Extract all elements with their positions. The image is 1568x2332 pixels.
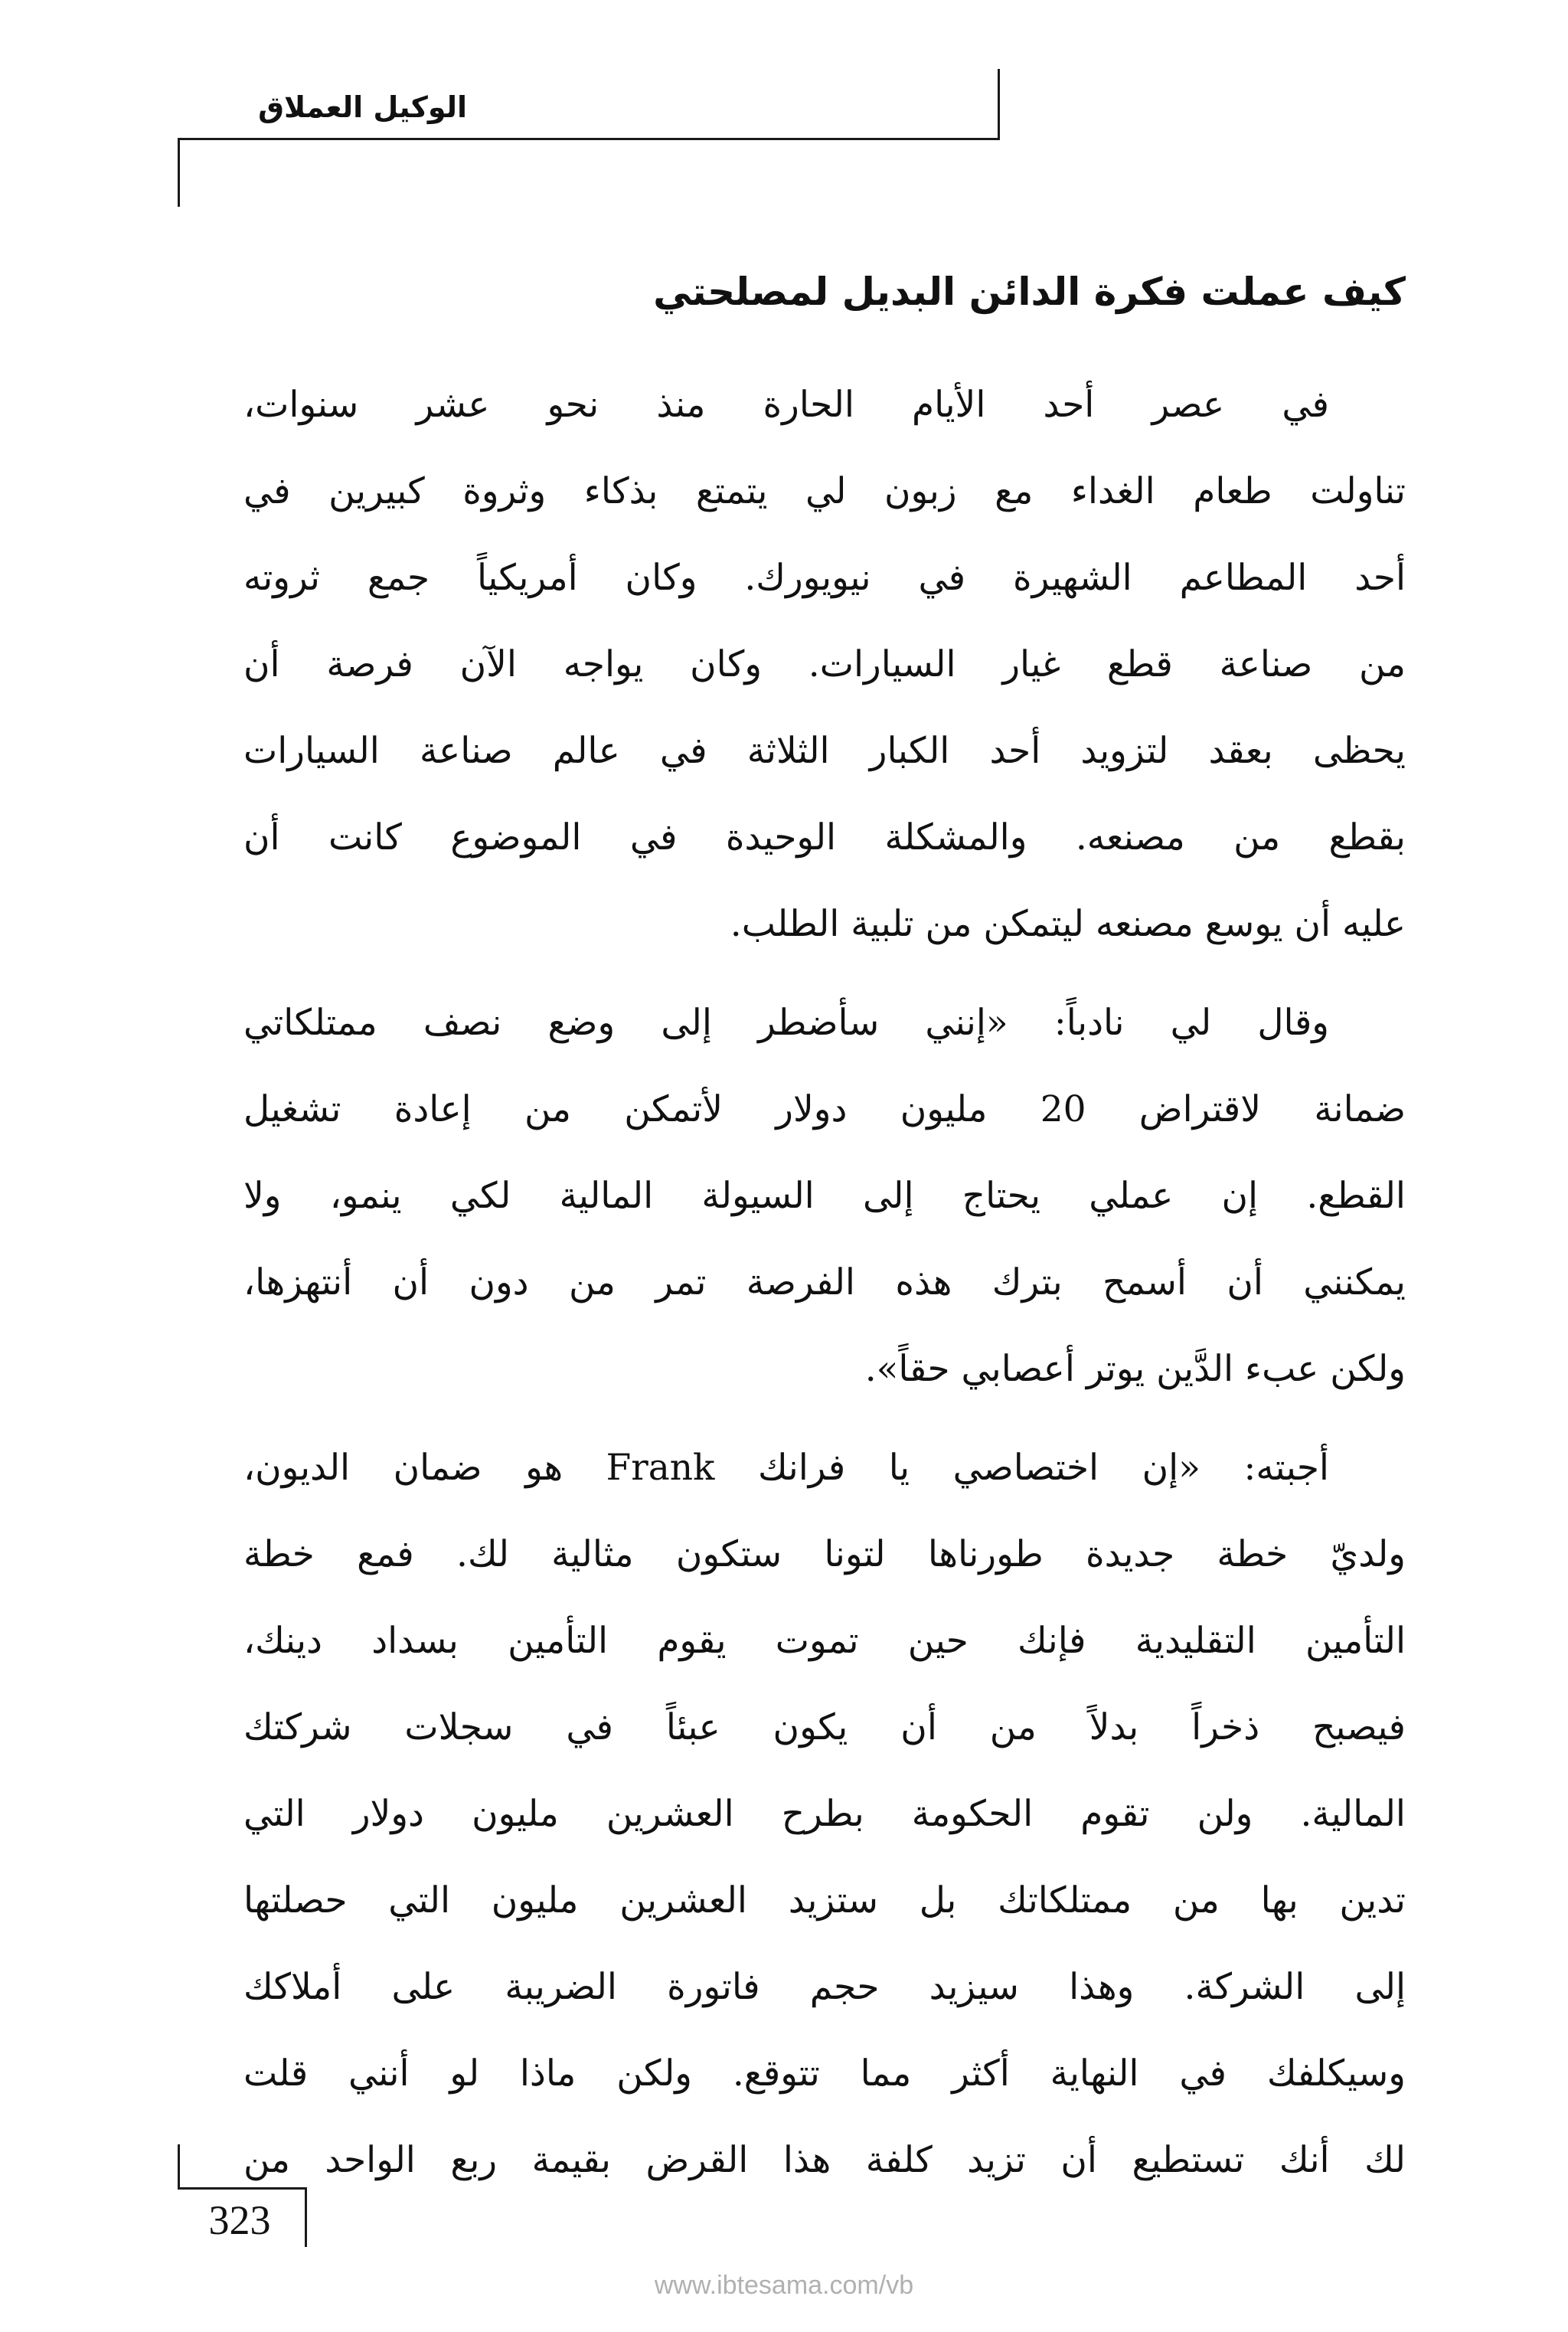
text-line: إلى الشركة. وهذا سيزيد حجم فاتورة الضريبة على أملاكك: [243, 1966, 1406, 2008]
footer-vertical-rule-left: [178, 2144, 180, 2189]
text-line: في عصر أحد الأيام الحارة منذ نحو عشر سنوات،: [243, 384, 1329, 426]
text-line: عليه أن يوسع مصنعه ليتمكن من تلبية الطلب.: [730, 903, 1406, 945]
text-line: فيصبح ذخراً بدلاً من أن يكون عبئاً في سجلات شركتك: [243, 1706, 1406, 1748]
paragraph-2: [243, 980, 1406, 1412]
text-line: أجبته: «إن اختصاصي يا فرانك Frank هو ضمان الديون،: [243, 1447, 1329, 1489]
header-vertical-rule-right: [998, 69, 1000, 139]
section-heading: كيف عملت فكرة الدائن البديل لمصلحتي: [653, 270, 1406, 314]
text-line: التأمين التقليدية فإنك حين تموت يقوم التأمين بسداد دينك،: [243, 1620, 1406, 1662]
text-line: ضمانة لاقتراض 20 مليون دولار لأتمكن من إعادة تشغيل: [243, 1088, 1406, 1130]
text-line: بقطع من مصنعه. والمشكلة الوحيدة في الموضوع كانت أن: [243, 816, 1406, 859]
text-line: وسيكلفك في النهاية أكثر مما تتوقع. ولكن ماذا لو أنني قلت: [243, 2052, 1406, 2095]
paragraph-3: [243, 1424, 1406, 2203]
text-line: المالية. ولن تقوم الحكومة بطرح العشرين مليون دولار التي: [243, 1793, 1406, 1835]
paragraph-1: [243, 361, 1406, 967]
text-line: وقال لي نادباً: «إنني سأضطر إلى وضع نصف ممتلكاتي: [243, 1002, 1329, 1044]
footer-vertical-rule-right: [305, 2187, 307, 2247]
body-text: [243, 361, 1406, 2216]
watermark: www.ibtesama.com/vb: [654, 2271, 914, 2300]
text-line: تناولت طعام الغداء مع زبون لي يتمتع بذكاء وثروة كبيرين في: [243, 470, 1406, 512]
text-line: من صناعة قطع غيار السيارات. وكان يواجه الآن فرصة أن: [243, 643, 1406, 685]
text-line: أحد المطاعم الشهيرة في نيويورك. وكان أمريكياً جمع ثروته: [243, 557, 1406, 599]
text-line: لك أنك تستطيع أن تزيد كلفة هذا القرض بقيمة ربع الواحد من: [243, 2139, 1406, 2181]
text-line: يمكنني أن أسمح بترك هذه الفرصة تمر من دون أن أنتهزها،: [243, 1261, 1406, 1303]
text-line: ولديّ خطة جديدة طورناها لتونا ستكون مثالية لك. فمع خطة: [243, 1533, 1406, 1575]
page-number: 323: [208, 2197, 271, 2243]
header-horizontal-rule: [178, 138, 1000, 140]
text-line: تدين بها من ممتلكاتك بل ستزيد العشرين مليون التي حصلتها: [243, 1879, 1406, 1922]
header-vertical-rule-left: [178, 138, 180, 207]
text-line: ولكن عبء الدَّين يوتر أعصابي حقاً».: [864, 1348, 1406, 1390]
footer-horizontal-rule: [178, 2187, 306, 2190]
running-title: الوكيل العملاق: [258, 90, 467, 124]
text-line: يحظى بعقد لتزويد أحد الكبار الثلاثة في عالم صناعة السيارات: [243, 730, 1406, 772]
text-line: القطع. إن عملي يحتاج إلى السيولة المالية لكي ينمو، ولا: [243, 1175, 1406, 1217]
